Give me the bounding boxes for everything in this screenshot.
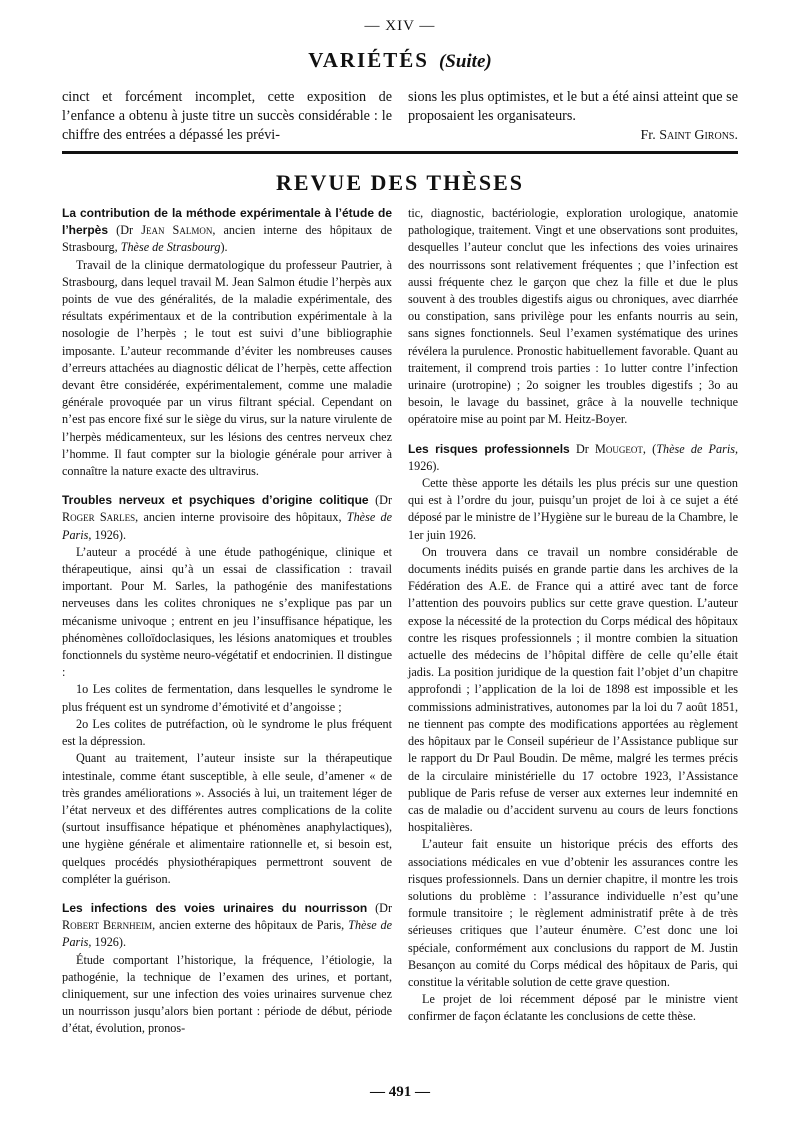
author-prefix: (Dr	[375, 493, 392, 508]
thesis-meta: ancien interne des hôpitaux de Strasbourg,	[62, 223, 393, 255]
thesis-risques	[408, 441, 738, 1026]
page-number: — 491 —	[370, 1084, 430, 1100]
intro-left-text: cinct et forcément incomplet, cette exposition de l’enfance a obtenu à juste titre un succès considérable : le chiffre des entrées a dépassé les prévi-	[62, 89, 392, 143]
thesis-paragraph: Quant au traitement, l’auteur insiste sur la thérapeutique intestinale, comme étant susceptible, à elle seule, d’amener « de très grandes améliorations ». Associés à lui, un traitement léger de l’état nerveux et des différentes autres complications de la colite (surtout insuffisance hépatique et phénomènes anaphylactiques), une hygiène générale et alimentaire rationnelle et, si besoin est, quelques procédés physiothérapiques permettront souvent de compléter la guérison.	[62, 751, 392, 886]
thesis-paragraph: L’auteur a procédé à une étude pathogénique, clinique et thérapeutique, ainsi qu’à un essai de classification : travail important. Pour M. Sarles, la pathogénie des manifestations nerveuses dans les colites chroniques ne s’explique pas par un mécanisme univoque ; entrent en jeu l’insuffisance hépatique, les phénomènes colloïdoclasiques, les lésions anatomiques et troubles fonctionnels du système neuro-végétatif et endocrinien. Il distingue :	[62, 544, 392, 680]
thesis-meta-end: 1926).	[94, 527, 126, 542]
section-suffix: (Suite)	[438, 51, 492, 72]
thesis-source: Thèse de Paris,	[62, 510, 392, 542]
thesis-heading	[62, 492, 392, 544]
author-prefix: (Dr	[375, 900, 392, 915]
intro-continuation	[62, 88, 738, 145]
signature-name: Saint Girons.	[659, 128, 738, 143]
thesis-author: Jean Salmon,	[141, 223, 216, 238]
thesis-meta-open: (	[652, 441, 657, 456]
right-column	[408, 205, 738, 1038]
thesis-source: Thèse de Paris,	[656, 441, 739, 456]
thesis-paragraph: Étude comportant l’historique, la fréquence, l’étiologie, la pathogénie, la technique de l’examen des urines, et portant, cliniquement, sur une infection des voies urinaires survenue chez un nourrisson jusqu’alors bien portant : période de début, période d’état, évolution, pronos-	[62, 952, 392, 1036]
thesis-author: Mougeot,	[595, 441, 646, 456]
thesis-paragraph: On trouvera dans ce travail un nombre considérable de documents inédits puisés en grande partie dans les archives de la Fédération des A.E. de France qui a attiré avec tant de force l’attention des pouvoirs publics sur cette grave question. L’auteur expose la nécessité de la protection du Corps médical des hôpitaux contre les risques professionnels ; il montre combien la situation actuelle des médecins de l’hôpital diffère de celle qu’elle était jadis. La position juridique de la question fait l’objet d’un chapitre approfondi ; l’application de la loi de 1898 est impossible et les commissions administratives, autonomes par la loi du 7 août 1851, ne tiennent pas compte des modifications apportées au règlement des hôpitaux par le Conseil supérieur de l’Assistance publique sur le rapport du Dr Paul Boudin. De même, malgré les termes précis de la circulaire ministérielle du 17 octobre 1923, l’Assistance publique de Paris refuse de verser aux externes leur indemnité en cas de maladie ou d’accident survenu au cours de leurs fonctions hospitalières.	[408, 544, 738, 835]
thesis-meta: ancien externe des hôpitaux de Paris,	[159, 918, 345, 933]
thesis-infections	[62, 900, 392, 1038]
section-header	[0, 48, 800, 73]
thesis-colitique	[62, 492, 392, 888]
signature-prefix: Fr.	[640, 128, 656, 143]
thesis-infections-continued	[408, 205, 738, 429]
thesis-list-item: 2o Les colites de putréfaction, où le syndrome le plus fréquent est la dépression.	[62, 716, 392, 749]
thesis-title: Les risques professionnels	[408, 441, 570, 456]
thesis-paragraph: Travail de la clinique dermatologique du professeur Pautrier, à Strasbourg, dans lequel travail M. Jean Salmon étudie l’herpès aux points de vue des généralités, de la maladie expérimentale, des résultats expérimentaux et de la contribution expérimentale à la nosologie de l’herpès ; le tout est suivi d’une bibliographie imposante. L’auteur recommande d’éviter les nombreuses causes d’erreurs attachées au diagnostic délicat de l’herpès, cette affection devant être considérée, expérimentalement, comme une maladie générale provoquée par un virus filtrant spécial. Cependant on n’est pas encore fixé sur le siège du virus, sur la nature virulente de l’herpès médicamenteux, sur les lésions des centres nerveux chez l’homme. Il faut compter sur la biologie générale pour arriver à connaître la nature exacte des ultravirus.	[62, 257, 392, 479]
thesis-list-item: 1o Les colites de fermentation, dans lesquelles le syndrome le plus fréquent est un syndrome d’émotivité et d’angoisse ;	[62, 682, 392, 714]
thesis-paragraph: L’auteur fait ensuite un historique précis des efforts des associations médicales en vue d’obtenir les assurances contre les risques professionnels. Dans un dernier chapitre, il montre les trois solutions du problème : l’assurance individuelle n’est qu’une formule transitoire ; le règlement administratif prête à de très sérieuses critiques que l’auteur énumère. C’est donc une loi spéciale, conformément aux conclusions du rapport de M. Justin Besançon au comité du Corps médical des hôpitaux de Paris, qui constitue la véritable solution de cette grave question.	[408, 837, 738, 989]
revue-title: REVUE DES THÈSES	[275, 170, 524, 195]
page-roman-numeral: — XIV —	[364, 18, 436, 34]
thesis-heading	[408, 441, 738, 475]
thesis-source: Thèse de Paris,	[62, 918, 393, 950]
thesis-heading	[62, 205, 392, 257]
intro-signature	[408, 126, 738, 145]
thesis-herpes	[62, 205, 392, 480]
thesis-meta-end: 1926).	[408, 458, 440, 473]
thesis-paragraph: tic, diagnostic, bactériologie, exploration urologique, anatomie pathologique, traitement. Vingt et une observations sont produites, desquelles l’auteur conclut que les infections des voies urinaires des nourrissons sont relativement fréquentes ; que l’infection est aussi fréquente chez le garçon que chez la fille et due le plus souvent à des troubles digestifs aigus ou chroniques, avec diarrhée ou constipation, sans privilège pour les enfants nourris au sein, sans signes fonctionnels. Seul l’examen systématique des urines révélera la purulence. Pronostic habituellement favorable. Quant au traitement, il comprend trois parties : 1o lutter contre l’infection urinaire (urotropine) ; 2o soigner les troubles digestifs ; 3o au besoin, le lavage du bassinet, grâce à la nouvelle technique opératoire mise au point par M. Heitz-Boyer.	[408, 206, 738, 427]
thesis-author: Robert Bernheim,	[62, 918, 156, 933]
thesis-meta-end: 1926).	[94, 935, 126, 950]
thesis-meta-end: ).	[220, 240, 228, 255]
thesis-paragraph: Le projet de loi récemment déposé par le ministre vient confirmer de façon éclatante les conclusions de cette thèse.	[408, 992, 738, 1024]
thesis-paragraph: Cette thèse apporte les détails les plus précis sur une question qui est à l’ordre du jour, puisqu’un projet de loi à ce sujet a été déposé par le ministre de l’Hygiène sur le bureau de la Chambre, le 1er juin 1926.	[408, 476, 738, 542]
thesis-author: Roger Sarles,	[62, 510, 139, 525]
section-title: VARIÉTÉS	[308, 48, 429, 72]
author-prefix: Dr	[575, 441, 589, 456]
intro-right-column	[408, 88, 738, 145]
intro-right-text: sions les plus optimistes, et le but a été ainsi atteint que se proposaient les organisateurs.	[408, 89, 738, 124]
thesis-title: Troubles nerveux et psychiques d’origine colitique	[62, 493, 369, 508]
thesis-source: Thèse de Strasbourg	[120, 240, 221, 255]
left-column	[62, 205, 392, 1050]
thesis-meta: ancien interne provisoire des hôpitaux,	[143, 510, 342, 525]
thesis-title: Les infections des voies urinaires du nourrisson	[62, 900, 368, 915]
author-prefix: (Dr	[116, 223, 134, 238]
thesis-title: La contribution de la méthode expérimentale à l’étude de l’herpès	[62, 206, 392, 238]
thesis-heading	[62, 900, 392, 952]
section-divider	[62, 151, 738, 154]
